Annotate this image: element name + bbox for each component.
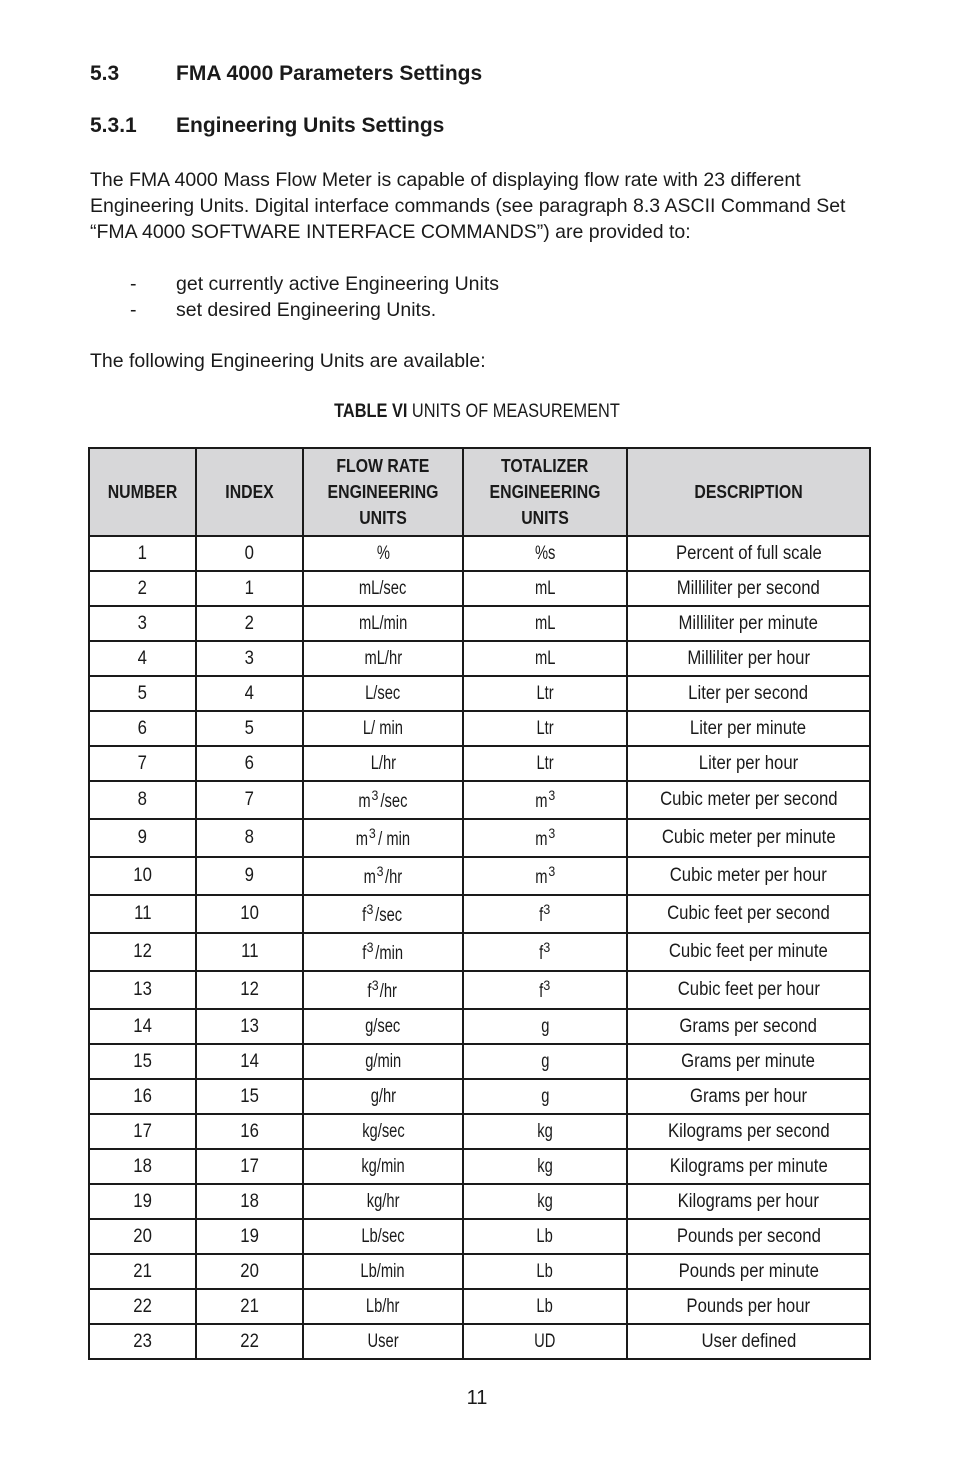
table-row [89,1009,870,1044]
cell-description: Liter per second [627,676,870,711]
cell-totalizer-unit: %s [463,536,627,571]
cell-number: 22 [89,1289,196,1324]
cell-description: Pounds per minute [627,1254,870,1289]
cell-totalizer-unit: $m^3$ [463,781,627,819]
cell-number: 7 [89,746,196,781]
cell-description: Pounds per second [627,1219,870,1254]
cell-description: Cubic feet per minute [627,933,870,971]
cell-number: 15 [89,1044,196,1079]
cell-description: Kilograms per hour [627,1184,870,1219]
table-caption-label: TABLE VI [334,401,408,422]
table-row [89,1079,870,1114]
cell-number: 5 [89,676,196,711]
table-row [89,676,870,711]
table-row [89,1184,870,1219]
cell-description: Grams per hour [627,1079,870,1114]
page-number: 11 [466,1387,488,1409]
table-caption-title: UNITS OF MEASUREMENT [407,401,620,422]
cell-flow-unit: L/sec [303,676,463,711]
cell-flow-unit: $f^3/\sec$ [303,895,463,933]
cell-description: Cubic feet per hour [627,971,870,1009]
cell-index: 18 [196,1184,303,1219]
cell-index: 16 [196,1114,303,1149]
cell-index: 12 [196,971,303,1009]
cell-totalizer-unit: Ltr [463,711,627,746]
cell-totalizer-unit: $f^3$ [463,895,627,933]
cell-totalizer-unit: $m^3$ [463,857,627,895]
cell-index: 3 [196,641,303,676]
cell-flow-unit: $f^3/\min$ [303,933,463,971]
cell-number: 3 [89,606,196,641]
cell-flow-unit: $m^3$ / min [303,819,463,857]
cell-flow-unit: L/ min [303,711,463,746]
header-totalizer-units: TOTALIZER ENGINEERING UNITS [463,448,627,536]
cell-flow-unit: L/hr [303,746,463,781]
bullet-dash: - [130,273,137,295]
cell-description: Grams per minute [627,1044,870,1079]
cell-description: Pounds per hour [627,1289,870,1324]
cell-totalizer-unit: g [463,1079,627,1114]
cell-flow-unit: g/sec [303,1009,463,1044]
cell-description: Grams per second [627,1009,870,1044]
table-row [89,1114,870,1149]
header-number: NUMBER [89,448,196,536]
table-row [89,971,870,1009]
cell-totalizer-unit: kg [463,1149,627,1184]
cell-description: Cubic meter per second [627,781,870,819]
cell-index: 10 [196,895,303,933]
cell-index: 8 [196,819,303,857]
cell-flow-unit: mL/sec [303,571,463,606]
cell-number: 10 [89,857,196,895]
cell-index: 1 [196,571,303,606]
cell-number: 13 [89,971,196,1009]
cell-number: 19 [89,1184,196,1219]
table-row [89,819,870,857]
cell-index: 15 [196,1079,303,1114]
cell-flow-unit: User [303,1324,463,1359]
cell-totalizer-unit: mL [463,571,627,606]
cell-totalizer-unit: mL [463,606,627,641]
cell-index: 0 [196,536,303,571]
cell-index: 9 [196,857,303,895]
header-description: DESCRIPTION [627,448,870,536]
table-row [89,933,870,971]
cell-number: 11 [89,895,196,933]
table-header-row [89,448,870,536]
cell-flow-unit: mL/hr [303,641,463,676]
table-row [89,1324,870,1359]
cell-number: 18 [89,1149,196,1184]
table-row [89,746,870,781]
cell-totalizer-unit: Lb [463,1254,627,1289]
cell-description: Liter per minute [627,711,870,746]
cell-number: 1 [89,536,196,571]
cell-index: 7 [196,781,303,819]
cell-number: 4 [89,641,196,676]
cell-totalizer-unit: kg [463,1114,627,1149]
cell-index: 13 [196,1009,303,1044]
cell-flow-unit: kg/min [303,1149,463,1184]
cell-description: Liter per hour [627,746,870,781]
header-index: INDEX [196,448,303,536]
cell-totalizer-unit: Ltr [463,676,627,711]
cell-description: Cubic meter per minute [627,819,870,857]
cell-index: 4 [196,676,303,711]
cell-description: Cubic meter per hour [627,857,870,895]
header-flow-rate-units: FLOW RATE ENGINEERING UNITS [303,448,463,536]
table-caption [67,401,887,423]
table-row [89,1289,870,1324]
cell-totalizer-unit: kg [463,1184,627,1219]
cell-index: 11 [196,933,303,971]
available-units-text: The following Engineering Units are available: [90,350,486,372]
table-body [89,536,870,1359]
table-row [89,641,870,676]
bullet-list [130,271,499,323]
subsection-title: Engineering Units Settings [176,114,445,137]
cell-number: 12 [89,933,196,971]
table-row [89,1219,870,1254]
cell-flow-unit: Lb/min [303,1254,463,1289]
bullet-text: get currently active Engineering Units [176,273,499,295]
cell-number: 2 [89,571,196,606]
cell-flow-unit: mL/min [303,606,463,641]
cell-totalizer-unit: $m^3$ [463,819,627,857]
intro-paragraph: The FMA 4000 Mass Flow Meter is capable of displaying flow rate with 23 different Engineering Units. Digital interface commands (see paragraph 8.3 ASCII Command Set “FMA 4000 SOFTWARE INTERFACE COMMANDS”) are provided to: [90,169,846,243]
cell-index: 2 [196,606,303,641]
cell-index: 6 [196,746,303,781]
cell-number: 16 [89,1079,196,1114]
cell-flow-unit: g/hr [303,1079,463,1114]
cell-number: 8 [89,781,196,819]
cell-number: 21 [89,1254,196,1289]
bullet-dash: - [130,299,137,321]
table-row [89,606,870,641]
cell-description: Kilograms per second [627,1114,870,1149]
cell-description: Milliliter per hour [627,641,870,676]
cell-totalizer-unit: Lb [463,1219,627,1254]
cell-totalizer-unit: Lb [463,1289,627,1324]
cell-number: 6 [89,711,196,746]
cell-flow-unit: g/min [303,1044,463,1079]
cell-index: 21 [196,1289,303,1324]
list-item [130,271,499,297]
cell-index: 14 [196,1044,303,1079]
table-row [89,895,870,933]
cell-index: 20 [196,1254,303,1289]
cell-description: User defined [627,1324,870,1359]
list-item [130,297,499,323]
subsection-number: 5.3.1 [90,114,137,137]
cell-flow-unit: Lb/sec [303,1219,463,1254]
table-row [89,781,870,819]
cell-description: Kilograms per minute [627,1149,870,1184]
units-table [88,447,871,1360]
cell-flow-unit: $m^3/\sec$ [303,781,463,819]
cell-number: 23 [89,1324,196,1359]
cell-description: Milliliter per second [627,571,870,606]
cell-description: Cubic feet per second [627,895,870,933]
cell-flow-unit: Lb/hr [303,1289,463,1324]
section-number: 5.3 [90,62,120,85]
cell-totalizer-unit: Ltr [463,746,627,781]
table-row [89,1044,870,1079]
cell-number: 14 [89,1009,196,1044]
cell-flow-unit: $m^3/hr$ [303,857,463,895]
cell-index: 22 [196,1324,303,1359]
bullet-text: set desired Engineering Units. [176,299,437,321]
cell-number: 17 [89,1114,196,1149]
table-row [89,711,870,746]
cell-totalizer-unit: UD [463,1324,627,1359]
cell-index: 5 [196,711,303,746]
cell-flow-unit: % [303,536,463,571]
cell-flow-unit: kg/sec [303,1114,463,1149]
table-row [89,571,870,606]
cell-flow-unit: kg/hr [303,1184,463,1219]
cell-flow-unit: $f^3/hr$ [303,971,463,1009]
section-title: FMA 4000 Parameters Settings [176,62,483,85]
table-row [89,536,870,571]
cell-number: 20 [89,1219,196,1254]
cell-totalizer-unit: g [463,1009,627,1044]
cell-totalizer-unit: mL [463,641,627,676]
cell-index: 17 [196,1149,303,1184]
cell-index: 19 [196,1219,303,1254]
cell-description: Percent of full scale [627,536,870,571]
table-row [89,857,870,895]
cell-totalizer-unit: $f^3$ [463,933,627,971]
cell-totalizer-unit: g [463,1044,627,1079]
cell-number: 9 [89,819,196,857]
table-row [89,1149,870,1184]
cell-description: Milliliter per minute [627,606,870,641]
table-row [89,1254,870,1289]
cell-totalizer-unit: $f^3$ [463,971,627,1009]
